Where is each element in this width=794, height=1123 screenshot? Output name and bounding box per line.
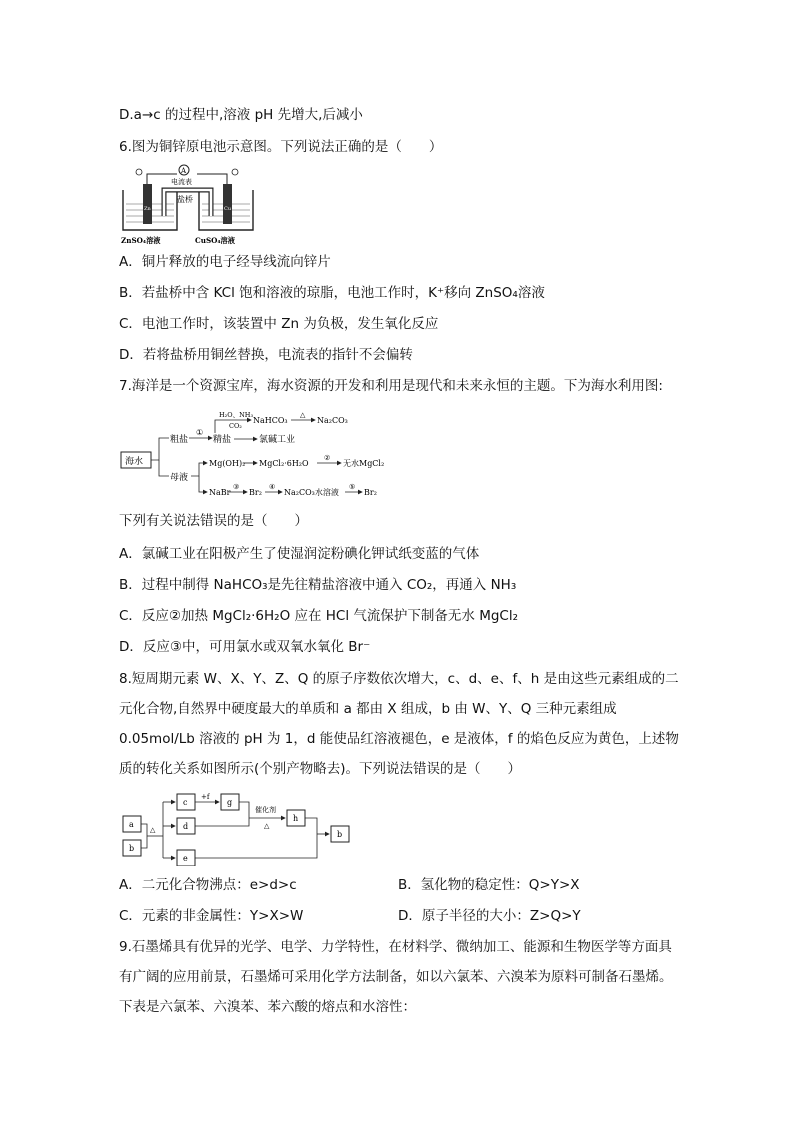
ammeter-label: 电流表 <box>171 178 192 186</box>
chlor-alkali-label: 氯碱工业 <box>259 435 296 445</box>
q7-option-a: A．氯碱工业在阳极产生了使湿润淀粉碘化钾试纸变蓝的气体 <box>119 546 480 562</box>
box-a-label: a <box>129 820 134 829</box>
nabr-label: NaBr <box>209 488 231 497</box>
q7-option-d: D．反应③中，可用氯水或双氧水氧化 Br⁻ <box>119 639 371 655</box>
q8-option-c: C．元素的非金属性：Y>X>W <box>119 908 304 924</box>
q6-option-b: B．若盐桥中含 KCl 饱和溶液的琼脂，电池工作时，K⁺移向 ZnSO₄溶液 <box>119 285 545 301</box>
q5-option-d: D.a→c 的过程中,溶液 pH 先增大,后减小 <box>119 107 363 123</box>
box-c-label: c <box>183 798 188 807</box>
box-b-label: b <box>129 844 135 853</box>
q7-stem: 7.海洋是一个资源宝库，海水资源的开发和利用是现代和未来永恒的主题。下为海水利用图: <box>119 378 663 394</box>
q6-stem: 6.图为铜锌原电池示意图。下列说法正确的是（ ） <box>119 139 443 155</box>
box-h-label: h <box>293 814 299 823</box>
refined-salt-label: 精盐 <box>213 435 232 445</box>
na2co3-label: Na₂CO₃ <box>317 416 348 425</box>
nahco3-label: NaHCO₃ <box>253 416 288 425</box>
anhydrous-mgcl2-label: 无水MgCl₂ <box>343 459 385 468</box>
heat2-label: △ <box>264 822 270 830</box>
plus-f-label: +f <box>201 793 210 801</box>
q7-option-b: B．过程中制得 NaHCO₃是先往精盐溶液中通入 CO₂，再通入 NH₃ <box>119 577 517 593</box>
cu-label: Cu <box>224 206 232 212</box>
box-b-out-label: b <box>337 830 343 839</box>
heat-label: △ <box>300 411 306 419</box>
box-d-label: d <box>183 822 189 831</box>
na2co3-solution-label: Na₂CO₃水溶液 <box>284 488 339 497</box>
q6-galvanic-cell-figure <box>119 164 255 248</box>
right-clip <box>232 169 238 175</box>
salt-bridge-label: 盐桥 <box>177 195 193 204</box>
br2-a-label: Br₂ <box>249 488 262 497</box>
q7-seawater-utilization-figure <box>119 404 389 502</box>
catalyst-label: 催化剂 <box>255 806 276 814</box>
q9-stem: 9.石墨烯具有优异的光学、电学、力学特性，在材料学、微纳加工、能源和生物医学等方面具有广阔的应用前景，石墨烯可采用化学方法制备，如以六氯苯、六溴苯为原料可制备石墨烯。下表是六氯苯、六溴苯、苯六酸的熔点和水溶性： <box>119 939 673 1015</box>
co2-label: CO₂ <box>229 422 242 430</box>
zinc-electrode <box>143 184 152 224</box>
box-g-label: g <box>227 798 233 807</box>
br2-b-label: Br₂ <box>364 488 377 497</box>
q8-option-b: B．氢化物的稳定性：Q>Y>X <box>398 877 580 893</box>
q7-option-c: C．反应②加热 MgCl₂·6H₂O 应在 HCl 气流保护下制备无水 MgCl₂ <box>119 608 518 624</box>
heat-label: △ <box>150 826 156 834</box>
ammeter-symbol: A <box>181 167 187 175</box>
reagents-top-label: H₂O、NH₃ <box>219 411 254 419</box>
q6-option-c: C．电池工作时，该装置中 Zn 为负极，发生氧化反应 <box>119 316 439 332</box>
mgoh2-label: Mg(OH)₂ <box>209 459 246 468</box>
step-2-label: ② <box>324 454 331 462</box>
left-clip <box>136 169 142 175</box>
q6-option-a: A．铜片释放的电子经导线流向锌片 <box>119 254 331 270</box>
right-wire <box>197 174 227 184</box>
q6-option-d: D．若将盐桥用铜丝替换，电流表的指针不会偏转 <box>119 347 413 363</box>
q8-option-d: D．原子半径的大小：Z>Q>Y <box>398 908 581 924</box>
zn-label: Zn <box>144 206 151 212</box>
q8-transformation-figure <box>119 790 355 866</box>
seawater-label: 海水 <box>125 457 144 467</box>
q8-option-a: A．二元化合物沸点：e>d>c <box>119 877 297 893</box>
copper-electrode <box>223 184 232 224</box>
box-e-label: e <box>183 854 188 863</box>
q8-stem: 8.短周期元素 W、X、Y、Z、Q 的原子序数依次增大，c、d、e、f、h 是由这些元素组成的二元化合物,自然界中硬度最大的单质和 a 都由 X 组成，b 由 W、Y、Q 三种元素组成 0.05mol/Lb 溶液的 pH 为 1，d 能使品红溶液褪色，e 是液体，f 的焰色反应为黄色，上述物质的转化关系如图所示(个别产物略去)。下列说法错误的是（ ） <box>119 671 679 777</box>
q7-prompt: 下列有关说法错误的是（ ） <box>119 513 308 529</box>
step-5-label: ⑤ <box>349 483 356 491</box>
crude-salt-label: 粗盐 <box>170 435 189 445</box>
mgcl2-hydrate-label: MgCl₂·6H₂O <box>259 459 309 468</box>
left-solution-label: ZnSO₄溶液 <box>121 236 161 245</box>
right-solution-label: CuSO₄溶液 <box>195 236 235 245</box>
step-1-label: ① <box>196 428 204 437</box>
mother-liquor-label: 母液 <box>170 473 189 483</box>
step-4-label: ④ <box>269 483 276 491</box>
step-3-label: ③ <box>233 483 240 491</box>
